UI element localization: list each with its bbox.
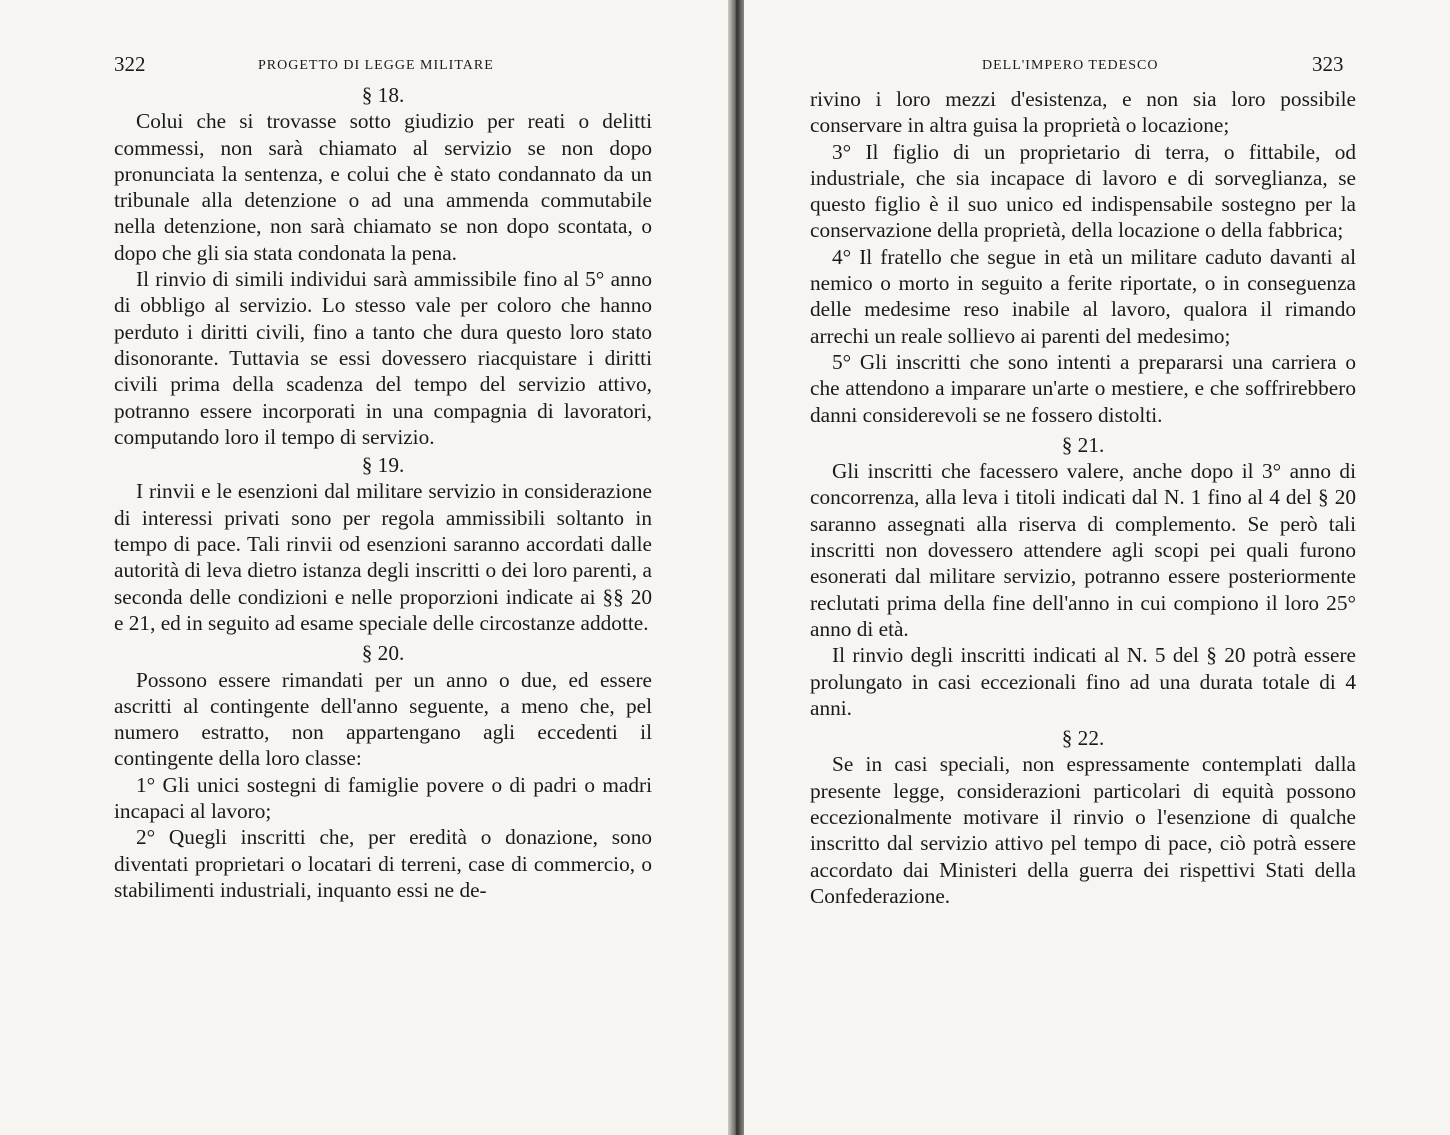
running-head: DELL'IMPERO TEDESCO [982,58,1159,73]
section-heading: § 22. [1061,726,1105,751]
paragraph: I rinvii e le esenzioni dal militare servizio in considerazione di interessi privati sono per regola ammissibili soltanto in tempo di pace. Tali rinvii od esenzioni saranno accordati dalle autorità di leva dietro istanza degli inscritti o dei loro parenti, a seconda delle condizioni e nelle proporzioni indicate ai §§ 20 e 21, ed in seguito ad esame speciale delle circostanze addotte. [114,479,652,635]
page-text [810,86,1356,909]
page-text [114,82,652,903]
paragraph: Il rinvio degli inscritti indicati al N. 5 del § 20 potrà essere prolungato in casi eccezionali fino ad una durata totale di 4 anni. [810,643,1356,720]
paragraph: Colui che si trovasse sotto giudizio per reati o delitti commessi, non sarà chiamato al servizio se non dopo pronunciata la sentenza, e colui che è stato condannato da un tribunale alla detenzione o ad una ammenda commutabile nella detenzione, non sarà chiamato se non dopo scontata, o dopo che gli sia stata condonata la pena. [114,109,652,265]
section-heading: § 18. [361,83,405,107]
list-item: 1° Gli unici sostegni di famiglie povere o di padri o madri incapaci al lavoro; [114,772,652,824]
list-item: 2° Quegli inscritti che, per eredità o donazione, sono diventati proprietari o locatari di terreni, case di commercio, o stabilimenti industriali, inquanto essi ne de- [114,825,652,902]
paragraph: Se in casi speciali, non espressamente contemplati dalla presente legge, considerazioni particolari di equità possono eccezionalmente motivare il rinvio o l'esenzione di qualche inscritto dal servizio attivo pel tempo di pace, ciò potrà essere accordato dai Ministeri della guerra dei rispettivi Stati della Confederazione. [810,752,1356,908]
page-number: 322 [114,52,146,76]
paragraph: Gli inscritti che facessero valere, anche dopo il 3° anno di concorrenza, alla leva i titoli indicati dal N. 1 fino al 4 del § 20 saranno assegnati alla riserva di complemento. Se però tali inscritti non dovessero attendere agli scopi pei quali furono esonerati dal militare servizio, potranno essere posteriormente reclutati prima della fine dell'anno in cui compiono il loro 25° anno di età. [810,459,1356,641]
list-item: 4° Il fratello che segue in età un militare caduto davanti al nemico o morto in seguito a ferite riportate, o in conseguenza delle medesime reso inabile al lavoro, qualora il rimando arrechi un reale sollievo ai parenti del medesimo; [810,244,1356,348]
right-page [744,0,1450,1135]
page-number: 323 [1312,52,1344,76]
section-heading: § 21. [1061,432,1105,457]
list-item: 5° Gli inscritti che sono intenti a prepararsi una carriera o che attendono a imparare un'arte o mestiere, e che soffrirebbero danni considerevoli se ne fossero distolti. [810,349,1356,427]
section-heading: § 20. [361,641,405,666]
book-gutter [728,0,744,1135]
paragraph: Il rinvio di simili individui sarà ammissibile fino al 5° anno di obbligo al servizio. Lo stesso vale per coloro che hanno perduto i diritti civili, fino a tanto che dura questo loro stato disonorante. Tuttavia se essi dovessero riacquistare i diritti civili prima della scadenza del tempo del servizio attivo, potranno essere incorporati in una compagnia di lavoratori, computando loro il tempo di servizio. [114,267,652,449]
paragraph-continuation: rivino i loro mezzi d'esistenza, e non sia loro possibile conservare in altra guisa la proprietà o locazione; [810,87,1356,138]
paragraph: Possono essere rimandati per un anno o due, ed essere ascritti al contingente dell'anno seguente, a meno che, pel numero estratto, non appartengano agli eccedenti il contingente della loro classe: [114,667,652,771]
section-heading: § 19. [361,453,405,478]
list-item: 3° Il figlio di un proprietario di terra, o fittabile, od industriale, che sia incapace di lavoro e di sorveglianza, se questo figlio è il suo unico ed indispensabile sostegno per la conservazione della proprietà, della locazione o della fabbrica; [810,139,1356,243]
running-head: PROGETTO DI LEGGE MILITARE [258,58,494,73]
